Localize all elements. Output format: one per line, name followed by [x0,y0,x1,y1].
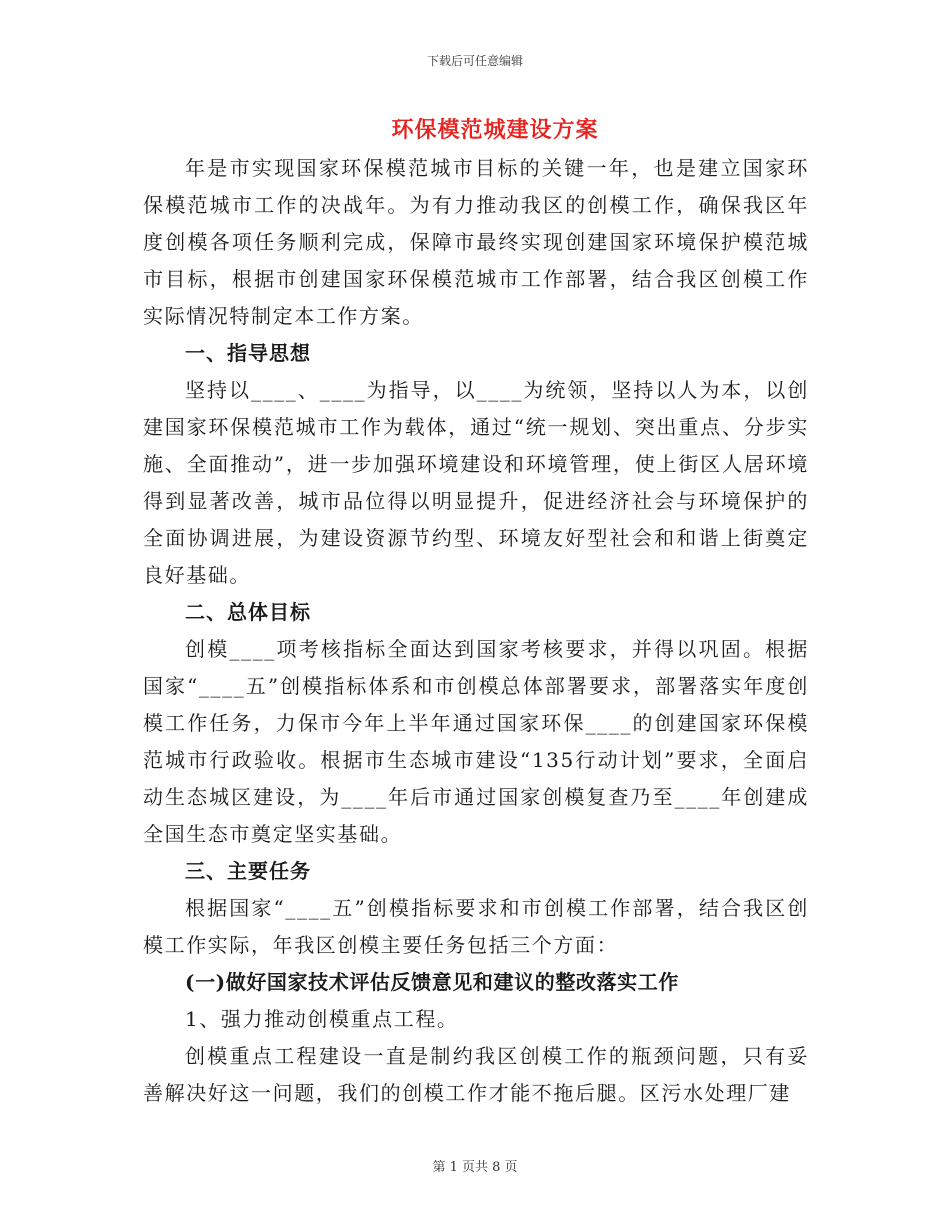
list-item-key-projects: 1、强力推动创模重点工程。 [185,1007,459,1031]
section-heading-main-tasks: 三、主要任务 [185,859,311,883]
intro-paragraph: 年是市实现国家环保模范城市目标的关键一年，也是建立国家环保模范城市工作的决战年。为有力推动我区的创模工作，确保我区年度创模各项任务顺利完成，保障市最终实现创建国家环境保护模范城市目标，根据市创建国家环保模范城市工作部署，结合我区创模工作实际情况特制定本工作方案。 [143,156,809,328]
main-tasks-paragraph: 根据国家“____五”创模指标要求和市创模工作部署，结合我区创模工作实际，年我区创模主要任务包括三个方面： [143,896,809,957]
section-heading-overall-goals: 二、总体目标 [185,600,311,624]
document-title: 环保模范城建设方案 [391,117,599,143]
guiding-ideology-paragraph: 坚持以____、____为指导，以____为统领，坚持以人为本，以创建国家环保模范城市工作为载体，通过“统一规划、突出重点、分步实施、全面推动”，进一步加强环境建设和环境管理，使上街区人居环境得到显著改善，城市品位得以明显提升，促进经济社会与环境保护的全面协调进展，为建设资源节约型、环境友好型社会和和谐上街奠定良好基础。 [143,378,809,587]
page-number: 第 1 页共 8 页 [432,1160,518,1175]
key-projects-paragraph: 创模重点工程建设一直是制约我区创模工作的瓶颈问题，只有妥善解决好这一问题，我们的创模工作才能不拖后腿。区污水处理厂建 [143,1044,809,1105]
section-heading-guiding-ideology: 一、指导思想 [185,341,311,365]
page-header-note: 下载后可任意编辑 [426,54,523,68]
sub-heading-rectification: (一)做好国家技术评估反馈意见和建议的整改落实工作 [185,970,679,994]
overall-goals-paragraph: 创模____项考核指标全面达到国家考核要求，并得以巩固。根据国家“____五”创模指标体系和市创模总体部署要求，部署落实年度创模工作任务，力保市今年上半年通过国家环保____的创建国家环保模范城市行政验收。根据市生态城市建设“135行动计划”要求，全面启动生态城区建设，为____年后市通过国家创模复查乃至____年创建成全国生态市奠定坚实基础。 [143,637,809,846]
document-body [143,150,809,1112]
